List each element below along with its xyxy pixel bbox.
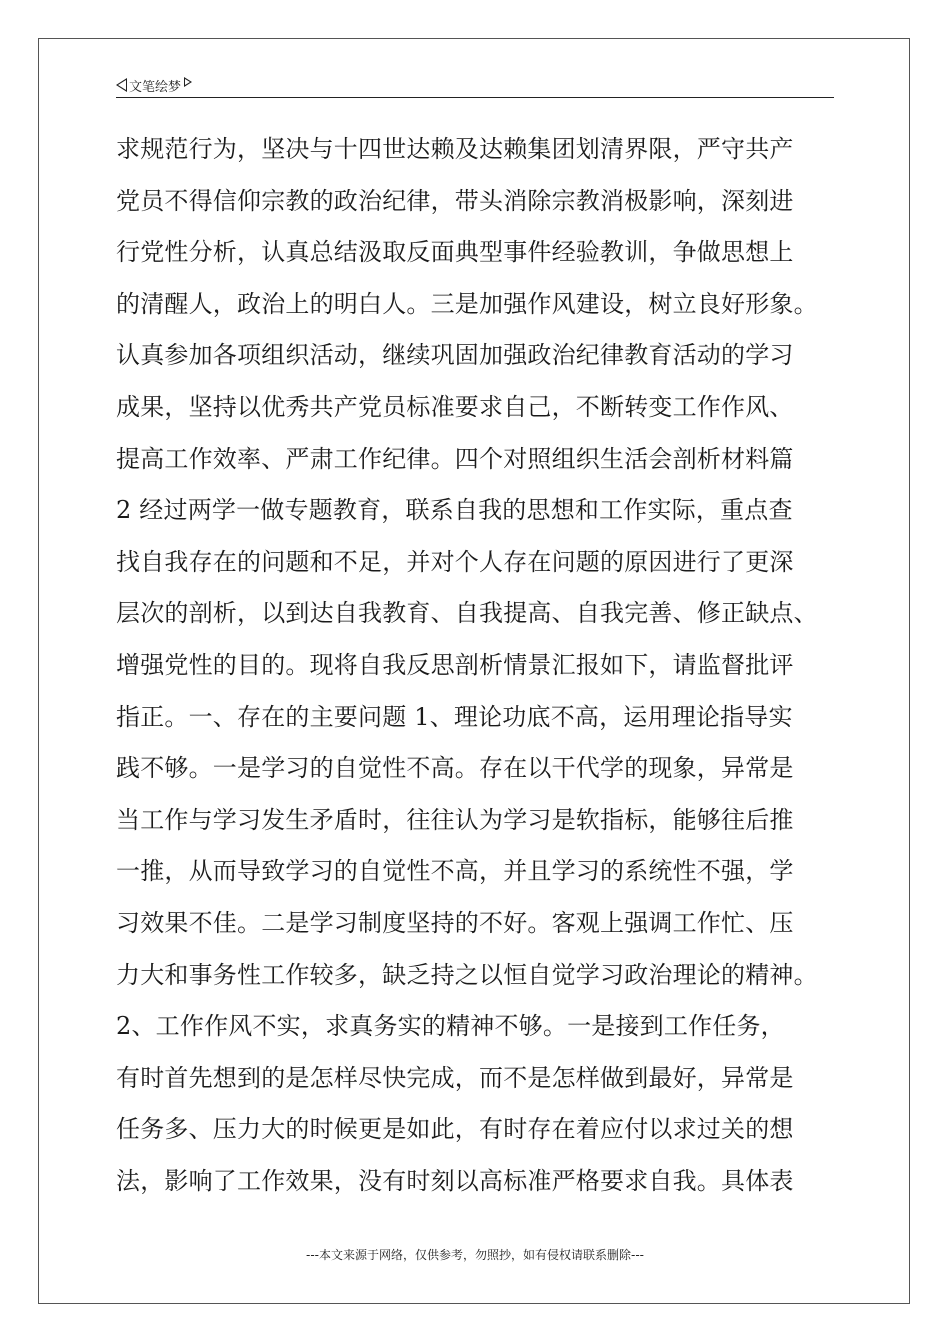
body-line: 提高工作效率、严肃工作纪律。四个对照组织生活会剖析材料篇 [116, 444, 794, 473]
body-line: 党员不得信仰宗教的政治纪律，带头消除宗教消极影响，深刻进 [116, 186, 794, 215]
body-line: 的清醒人，政治上的明白人。三是加强作风建设，树立良好形象。 [116, 289, 818, 318]
body-line: 指正。一、存在的主要问题 1、理论功底不高，运用理论指导实 [116, 702, 793, 731]
document-body [116, 124, 840, 1207]
body-line: 增强党性的目的。现将自我反思剖析情景汇报如下，请监督批评 [116, 650, 794, 679]
body-line: 任务多、压力大的时候更是如此，有时存在着应付以求过关的想 [116, 1115, 794, 1144]
body-line: 2 经过两学一做专题教育，联系自我的思想和工作实际，重点查 [116, 496, 793, 525]
page-header [116, 74, 192, 96]
header-brand: 文笔绘梦 [129, 79, 182, 95]
body-line: 成果，坚持以优秀共产党员标准要求自己，不断转变工作作风、 [116, 392, 794, 421]
body-line: 2、工作作风不实，求真务实的精神不够。一是接到工作任务， [116, 1012, 785, 1041]
body-line: 层次的剖析，以到达自我教育、自我提高、自我完善、修正缺点、 [116, 599, 818, 628]
body-line: 一推，从而导致学习的自觉性不高，并且学习的系统性不强，学 [116, 857, 794, 886]
triangle-right-icon [184, 77, 192, 87]
body-line: 行党性分析，认真总结汲取反面典型事件经验教训，争做思想上 [116, 238, 794, 267]
footer-disclaimer: ---本文来源于网络，仅供参考，勿照抄，如有侵权请联系删除--- [306, 1248, 644, 1262]
body-line: 法，影响了工作效果，没有时刻以高标准严格要求自我。具体表 [116, 1166, 794, 1195]
body-line: 习效果不佳。二是学习制度坚持的不好。客观上强调工作忙、压 [116, 908, 794, 937]
body-line: 力大和事务性工作较多，缺乏持之以恒自觉学习政治理论的精神。 [116, 960, 818, 989]
triangle-left-icon [116, 78, 127, 92]
body-line: 当工作与学习发生矛盾时，往往认为学习是软指标，能够往后推 [116, 805, 794, 834]
body-line: 有时首先想到的是怎样尽快完成，而不是怎样做到最好，异常是 [116, 1063, 794, 1092]
header-divider [116, 97, 834, 98]
body-line: 找自我存在的问题和不足，并对个人存在问题的原因进行了更深 [116, 547, 794, 576]
body-line: 践不够。一是学习的自觉性不高。存在以干代学的现象，异常是 [116, 754, 794, 783]
body-line: 求规范行为，坚决与十四世达赖及达赖集团划清界限，严守共产 [116, 135, 794, 163]
body-line: 认真参加各项组织活动，继续巩固加强政治纪律教育活动的学习 [116, 341, 794, 370]
